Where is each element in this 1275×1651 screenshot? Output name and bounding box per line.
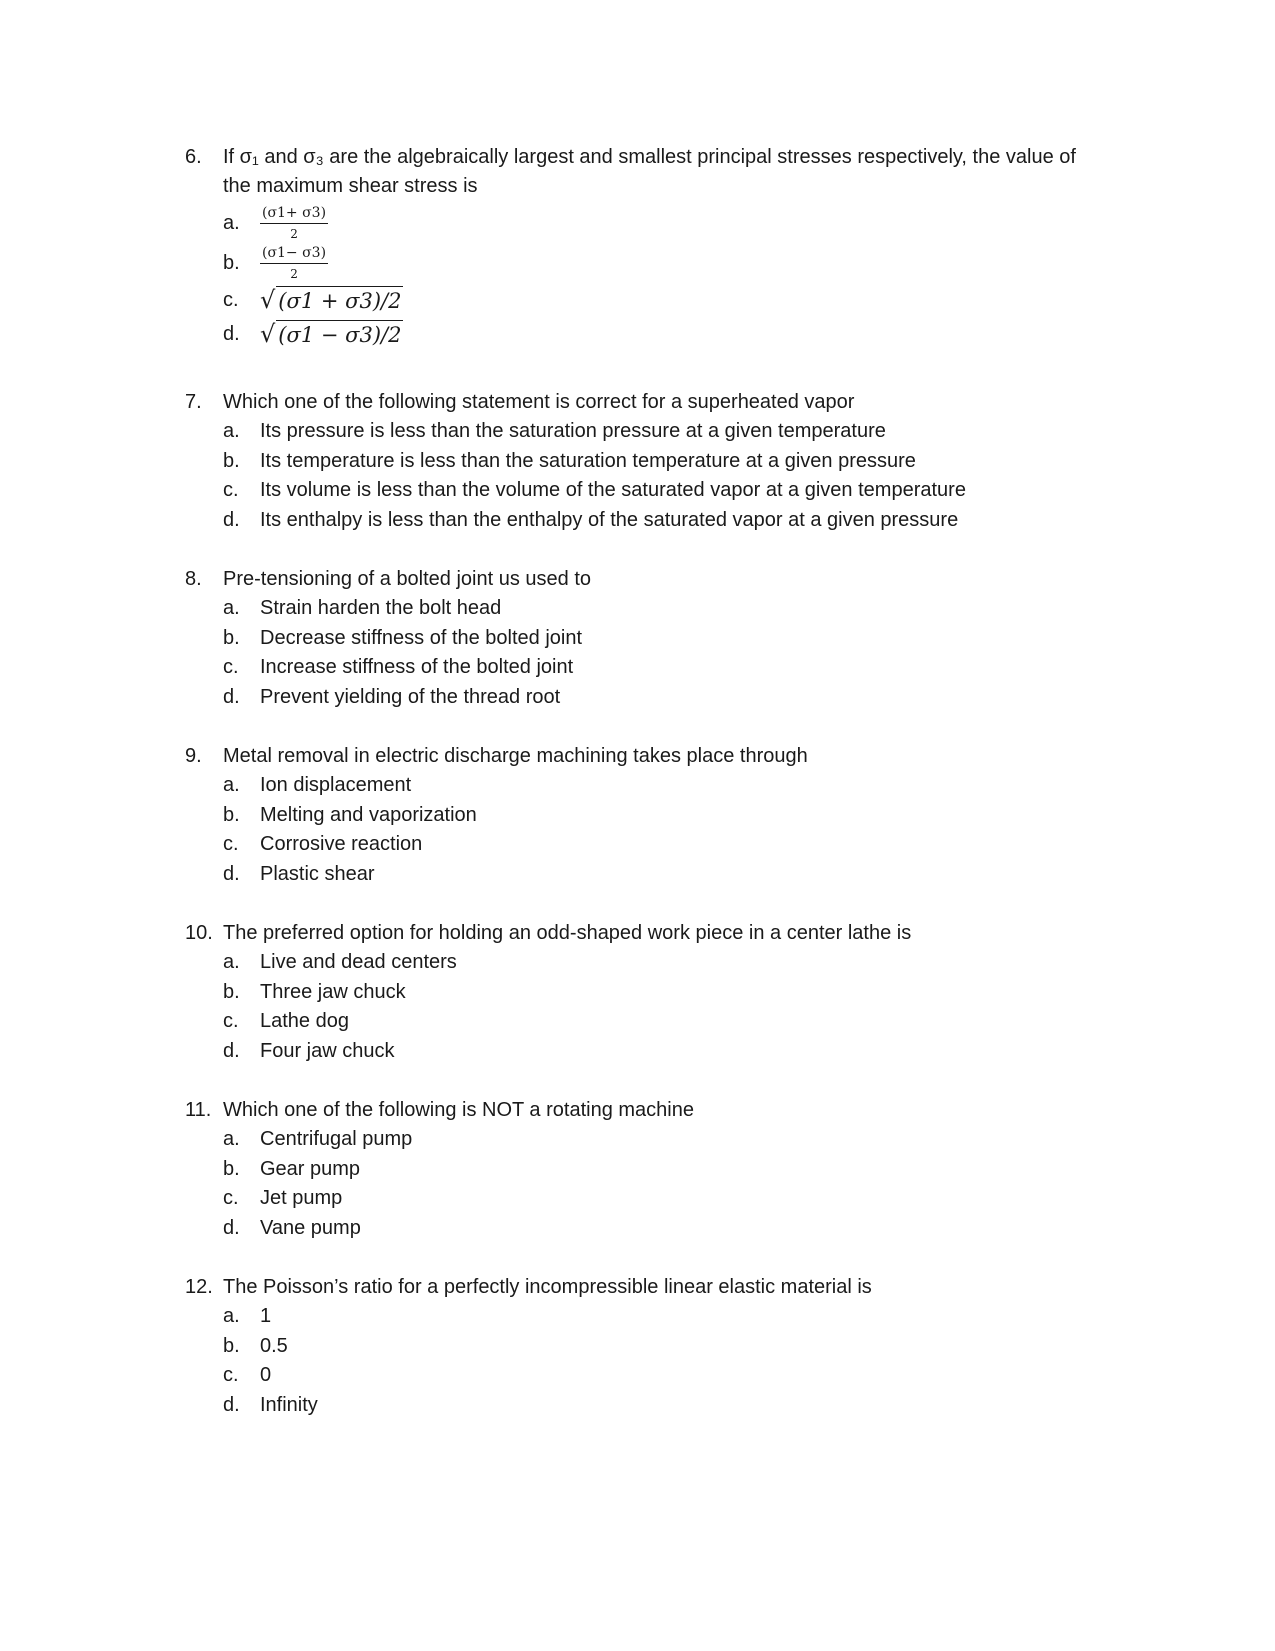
option-letter: c. bbox=[223, 1364, 239, 1387]
question-text: Metal removal in electric discharge machining takes place through bbox=[223, 745, 808, 767]
option-letter: a. bbox=[223, 1128, 240, 1151]
option-c bbox=[223, 1361, 1105, 1391]
option-letter: d. bbox=[223, 1216, 240, 1239]
option-text: Its enthalpy is less than the enthalpy of the saturated vapor at a given pressure bbox=[260, 508, 959, 531]
option-letter: b. bbox=[223, 449, 240, 472]
option-letter: a. bbox=[223, 774, 240, 797]
radical-sign: √ bbox=[260, 286, 276, 314]
square-root-expression: √ (σ1 + σ3)/2 bbox=[260, 286, 402, 314]
option-letter: c. bbox=[223, 1010, 239, 1033]
option-text: 1 bbox=[260, 1305, 272, 1328]
option-d bbox=[223, 1391, 1105, 1421]
option-d bbox=[223, 317, 1105, 351]
question-number: 9. bbox=[185, 745, 202, 767]
option-letter: b. bbox=[223, 803, 240, 826]
option-c bbox=[223, 1007, 1105, 1037]
option-text: Jet pump bbox=[260, 1187, 343, 1210]
option-b bbox=[223, 801, 1105, 831]
question-9 bbox=[185, 742, 1105, 889]
question-8 bbox=[185, 565, 1105, 712]
option-letter: a. bbox=[223, 420, 240, 443]
option-b bbox=[223, 1332, 1105, 1362]
option-a bbox=[223, 203, 1105, 243]
option-c bbox=[223, 653, 1105, 683]
option-letter: c. bbox=[223, 656, 239, 679]
option-text: Lathe dog bbox=[260, 1010, 349, 1033]
option-b bbox=[223, 978, 1105, 1008]
option-text: Gear pump bbox=[260, 1157, 361, 1180]
question-text: Which one of the following statement is correct for a superheated vapor bbox=[223, 391, 855, 413]
option-text: Ion displacement bbox=[260, 774, 412, 797]
option-c bbox=[223, 476, 1105, 506]
question-7 bbox=[185, 388, 1105, 535]
option-text: 0.5 bbox=[260, 1334, 288, 1357]
option-letter: b. bbox=[223, 980, 240, 1003]
option-text: Its pressure is less than the saturation pressure at a given temperature bbox=[260, 420, 886, 443]
fraction-expression: $\frac{(\sigma 1+ \sigma 3)}{2}$ bbox=[262, 204, 327, 241]
option-letter: d. bbox=[223, 322, 240, 345]
option-b bbox=[223, 243, 1105, 283]
option-text: Centrifugal pump bbox=[260, 1128, 413, 1151]
option-text: Plastic shear bbox=[260, 862, 375, 885]
option-a bbox=[223, 594, 1105, 624]
option-text: Increase stiffness of the bolted joint bbox=[260, 656, 574, 679]
question-text: Pre-tensioning of a bolted joint us used to bbox=[223, 568, 592, 590]
option-c bbox=[223, 283, 1105, 317]
option-a bbox=[223, 1302, 1105, 1332]
option-d bbox=[223, 683, 1105, 713]
question-11 bbox=[185, 1096, 1105, 1243]
option-letter: c. bbox=[223, 1187, 239, 1210]
question-12 bbox=[185, 1273, 1105, 1420]
option-text: Four jaw chuck bbox=[260, 1039, 395, 1062]
option-d bbox=[223, 506, 1105, 536]
option-letter: d. bbox=[223, 508, 240, 531]
option-letter: d. bbox=[223, 1039, 240, 1062]
option-text: Melting and vaporization bbox=[260, 803, 477, 826]
option-c bbox=[223, 1184, 1105, 1214]
fraction-expression: $\frac{(\sigma 1- \sigma 3)}{2}$ bbox=[262, 244, 327, 281]
option-text: Decrease stiffness of the bolted joint bbox=[260, 626, 583, 649]
question-number: 8. bbox=[185, 568, 202, 590]
option-b bbox=[223, 447, 1105, 477]
option-text: Corrosive reaction bbox=[260, 833, 423, 856]
option-b bbox=[223, 624, 1105, 654]
radical-sign: √ bbox=[260, 320, 276, 348]
question-text: If σ₁ and σ₃ are the algebraically largest and smallest principal stresses respectively, the value of the maximum shear stress is bbox=[223, 146, 1076, 197]
option-letter: d. bbox=[223, 1393, 240, 1416]
option-letter: b. bbox=[223, 251, 240, 274]
option-text: Prevent yielding of the thread root bbox=[260, 685, 561, 708]
question-6 bbox=[185, 143, 1105, 351]
option-b bbox=[223, 1155, 1105, 1185]
option-letter: a. bbox=[223, 597, 240, 620]
option-a bbox=[223, 948, 1105, 978]
option-letter: b. bbox=[223, 1334, 240, 1357]
option-text: Infinity bbox=[260, 1393, 318, 1416]
question-number: 11. bbox=[185, 1099, 212, 1121]
option-d bbox=[223, 1214, 1105, 1244]
option-d bbox=[223, 860, 1105, 890]
option-letter: c. bbox=[223, 479, 239, 502]
option-letter: b. bbox=[223, 1157, 240, 1180]
question-text: Which one of the following is NOT a rotating machine bbox=[223, 1099, 694, 1121]
option-text: 0 bbox=[260, 1364, 272, 1387]
option-letter: a. bbox=[223, 951, 240, 974]
option-d bbox=[223, 1037, 1105, 1067]
question-number: 7. bbox=[185, 391, 202, 413]
option-a bbox=[223, 771, 1105, 801]
option-a bbox=[223, 1125, 1105, 1155]
question-text: The Poisson’s ratio for a perfectly incompressible linear elastic material is bbox=[223, 1276, 872, 1298]
option-text: Three jaw chuck bbox=[260, 980, 406, 1003]
option-text: Its volume is less than the volume of the saturated vapor at a given temperature bbox=[260, 479, 966, 502]
option-letter: a. bbox=[223, 1305, 240, 1328]
option-letter: a. bbox=[223, 211, 240, 234]
square-root-expression: √ (σ1 − σ3)/2 bbox=[260, 320, 402, 348]
question-text: The preferred option for holding an odd-shaped work piece in a center lathe is bbox=[223, 922, 912, 944]
option-c bbox=[223, 830, 1105, 860]
option-text: Its temperature is less than the saturation temperature at a given pressure bbox=[260, 449, 916, 472]
option-a bbox=[223, 417, 1105, 447]
option-letter: d. bbox=[223, 685, 240, 708]
question-10 bbox=[185, 919, 1105, 1066]
option-letter: d. bbox=[223, 862, 240, 885]
option-text: Strain harden the bolt head bbox=[260, 597, 502, 620]
question-number: 12. bbox=[185, 1276, 213, 1298]
option-letter: c. bbox=[223, 288, 239, 311]
option-text: Vane pump bbox=[260, 1216, 361, 1239]
option-letter: c. bbox=[223, 833, 239, 856]
question-number: 6. bbox=[185, 146, 202, 168]
option-text: Live and dead centers bbox=[260, 951, 457, 974]
option-letter: b. bbox=[223, 626, 240, 649]
question-number: 10. bbox=[185, 922, 213, 944]
